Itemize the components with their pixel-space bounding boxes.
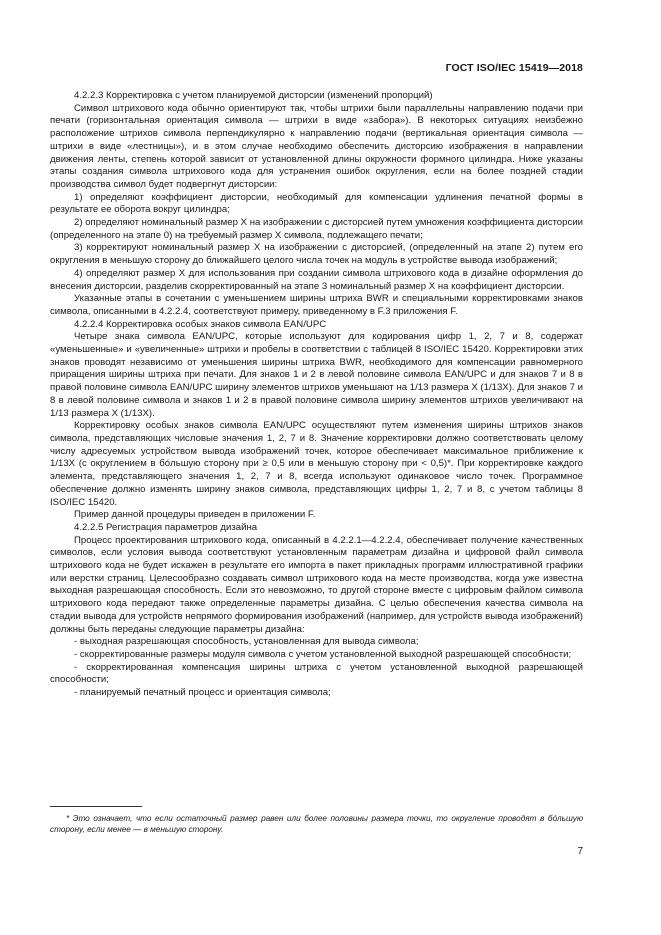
footnote-divider xyxy=(50,806,142,807)
section-heading-4-2-2-5: 4.2.2.5 Регистрация параметров дизайна xyxy=(74,521,258,533)
paragraph: Процесс проектирования штрихового кода, описанный в 4.2.2.1—4.2.2.4, обеспечивает получение качественных символов, если условия вывода соответствуют установленным параметрам дизайна и цифровой файл символа штрихового кода не будет искажен в результате его импорта в пакет прикладных программ иллюстративной графики или верстки страниц. Целесообразно создавать символ штрихового кода на месте производства, когда уже известна выходная разрешающая способность. Если это невозможно, то другой стороне вместе с цифровым файлом символа штрихового кода передают также определенные параметры дизайна. С целью обеспечения качества символа на стадии вывода для устройств непрямого формирования изображений (например, для устройств вывода изображений) должны быть переданы следующие параметры дизайна: xyxy=(50,534,583,635)
footnote-text: * Это означает, что если остаточный размер равен или более половины размера точки, то округление проводят в бóльшую сторону, если менее — в меньшую сторону. xyxy=(50,814,583,834)
footnote xyxy=(50,813,583,835)
list-item-step-3: 3) корректируют номинальный размер X на изображении с дисторсией, (определенный на этапе 2) путем его округления в меньшую сторону до ближайшего целого числа точек на модуль в устройстве вывода изображений; xyxy=(50,242,583,267)
list-item-step-1: 1) определяют коэффициент дисторсии, необходимый для компенсации удлинения печатной формы в результате ее оборота вокруг цилиндра; xyxy=(50,191,583,216)
section-heading-4-2-2-3: 4.2.2.3 Корректировка с учетом планируемой дисторсии (изменений пропорций) xyxy=(74,90,433,101)
paragraph: Указанные этапы в сочетании с уменьшением ширины штриха BWR и специальными корректировками знаков символа, описанными в 4.2.2.4, соответствуют примеру, приведенному в F.3 приложения F. xyxy=(50,293,583,317)
bullet-item: - выходная разрешающая способность, установленная для вывода символа; xyxy=(74,636,419,648)
bullet-item: - планируемый печатный процесс и ориентация символа; xyxy=(74,687,331,699)
page-number: 7 xyxy=(577,846,583,857)
paragraph: Четыре знака символа EAN/UPC, которые используют для кодирования цифр 1, 2, 7 и 8, содержат «уменьшенные» и «увеличенные» штрихи и пробелы в соответствии с таблицей 8 ISO/IEC 15420. Корректировки этих знаков проводят независимо от уменьшения ширины штриха BWR, необходимого для компенсации равномерного приращения ширины штриха при печати. Для знаков 1 и 2 в левой половине символа EAN/UPC и для знаков 7 и 8 в правой половине символа EAN/UPC ширину элементов штрихов уменьшают на 1/13 размера X (1/13X). Для знаков 7 и 8 в левой половине символа и знаков 1 и 2 в правой половине символа ширину элементов штрихов увеличивают на 1/13 размера X (1/13X). xyxy=(50,331,583,419)
paragraph: Корректировку особых знаков символа EAN/UPC осуществляют путем изменения ширины штрихов знаков символа, представляющих числовые значения 1, 2, 7 и 8. Значение корректировки должно соответствовать целому числу адресуемых устройством вывода изображений точек, которое обеспечивает максимальное приближение к 1/13X (с округлением в бóльшую сторону при ≥ 0,5 или в меньшую сторону при < 0,5)*. При корректировке каждого элемента, представляющего значения 1, 2, 7 и 8, всегда используют одинаковое число точек. Программное обеспечение должно изменять ширину знаков символа, представляющих цифры 1, 2, 7 и 8, с учетом таблицы 8 ISO/IEC 15420. xyxy=(50,420,583,508)
paragraph: Пример данной процедуры приведен в приложении F. xyxy=(74,509,316,521)
list-item-step-2: 2) определяют номинальный размер X на изображении с дисторсией путем умножения коэффициента дисторсии (определенного на этапе 0) на требуемый размер X символа, подлежащего печати; xyxy=(50,217,583,241)
paragraph: Символ штрихового кода обычно ориентируют так, чтобы штрихи были параллельны направлению подачи при печати (горизонтальная ориентация символа — штрихи в виде «забора»). В некоторых ситуациях неизбежно расположение штрихов символа перпендикулярно к направлению подачи (вертикальная ориентация символа — штрихи в виде «лестницы»), и в этом случае необходимо обеспечить дисторсию изображения в направлении движения ленты, степень которой зависит от установленной длины окружности формного цилиндра. Ниже указаны этапы создания символа штрихового кода для устранения ошибок округления, если на более поздней стадии производства символ будет подвергнут дисторсии: xyxy=(50,102,583,190)
page-body xyxy=(50,90,583,700)
list-item-step-4: 4) определяют размер X для использования при создании символа штрихового кода в дизайне оформления до внесения дисторсии, разделив скорректированный на этапе 3 номинальный размер X на коэффициент дисторсии. xyxy=(50,267,583,292)
document-standard-id: ГОСТ ISO/IEC 15419—2018 xyxy=(445,62,583,74)
bullet-item: - скорректированная компенсация ширины штриха с учетом установленной выходной разрешающей способности; xyxy=(50,661,583,686)
bullet-item: - скорректированные размеры модуля символа с учетом установленной выходной разрешающей способности; xyxy=(74,648,572,660)
section-heading-4-2-2-4: 4.2.2.4 Корректировка особых знаков символа EAN/UPC xyxy=(74,318,327,330)
